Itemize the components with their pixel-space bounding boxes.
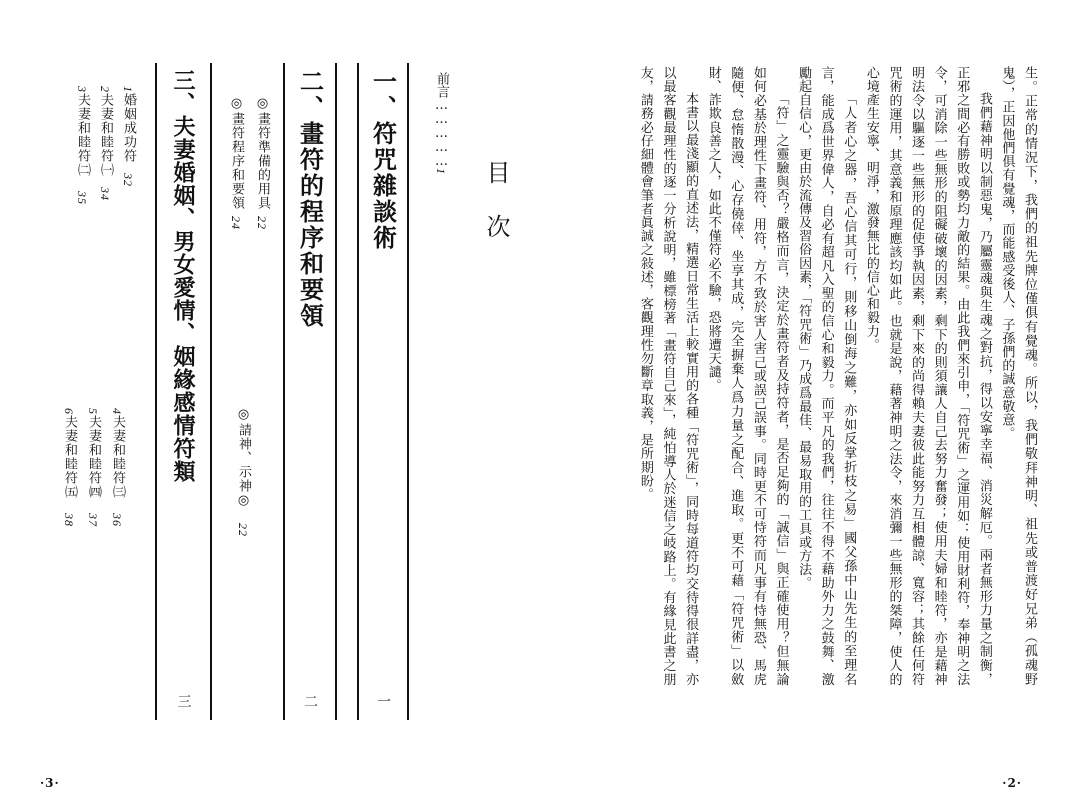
toc-chapter-1[interactable] [357,63,409,720]
section-label: 畫符程序和要領 [229,112,244,210]
chapter-page-number: 二 [302,694,318,708]
section-label: 夫妻和睦符㈣ [86,415,101,499]
toc-preface-entry[interactable] [432,72,451,174]
section-label: 夫妻和睦符㈤ [62,415,77,499]
chapter-title: 一、符咒雜談術 [368,69,398,251]
toc-section-1[interactable] [119,86,138,187]
section-label: 夫妻和睦符㈠ [98,93,113,177]
chapter-title: 二、畫符的程序和要領 [295,69,325,329]
chapter-title: 三、夫妻婚姻、男女愛情、姻緣感情符類 [170,69,196,483]
section-page-number: 35 [75,191,89,205]
toc-section-5[interactable] [84,408,103,527]
section-page-number: 22 [236,523,250,537]
toc-title: 目次 [482,160,510,268]
section-label: 請神、示神 [236,423,251,493]
section-label: 夫妻和睦符㈡ [75,93,90,177]
toc-chapter-3[interactable] [155,63,212,720]
preface-label: 前言 [434,72,449,98]
section-label: 婚姻成功符 [121,93,136,163]
bullet-icon: ◎ [229,96,244,112]
section-page-number: 36 [110,513,124,527]
toc-section-2[interactable] [96,86,115,201]
bullet-icon: ◎ [236,407,251,423]
chapter-page-number: 一 [375,694,391,708]
toc-section-procedure[interactable] [227,96,246,230]
preface-body [560,66,1040,686]
toc-section-invoke-deity[interactable] [234,407,253,537]
toc-section-tools[interactable] [253,96,272,230]
leader-dots: …………… [434,98,449,168]
section-page-number: 22 [255,216,269,230]
bullet-icon: ◎ [236,493,251,509]
bullet-icon: ◎ [255,96,270,112]
paragraph: 「人者心之器，吾心信其可行，則移山倒海之難，亦如反掌折枝之易」國父孫中山先生的至理名言，能成爲世界偉人，自必有超凡入聖的信心和毅力。而平凡的我們，往往不得不藉助外力之鼓舞、激勵起自信心，更由於流傳及習俗因素，「符咒術」乃成爲最佳、最易取用的工具或方法。 [796,66,857,686]
section-page-number: 38 [62,513,76,527]
section-number: 5 [86,408,100,415]
preface-page-number: 1 [434,168,448,174]
paragraph: 本書以最淺顯的直述法，精選日常生活上較實用的各種「符咒術」，同時每道符均交待得很詳盡，亦以最客觀最理性的逐一分析說明，雖標榜著「畫符自己來」，純怕導人於迷信之岐路上。有緣見此書之朋友，請務必仔細體會筆者眞誠之敍述，客觀理性勿斷章取義，是所期盼。 [637,66,699,686]
section-number: 3 [75,86,89,93]
section-number: 6 [62,408,76,415]
paragraph: 我們藉神明以制惡鬼，乃屬靈魂與生魂之對抗，得以安寧幸福、消災解厄。兩者無形力量之制衡，正邪之間必有勝敗或勢均力敵的結果。由此我們來引申，「符咒術」之運用如：使用財利符，奉神明之法令，可消除一些無形的阻礙破壞的因素，剩下的則須讓人自己去努力奮發；使用夫婦和睦符，亦是藉神明法令以驅逐一些無形的促使爭執因素，剩下來的尚得賴夫妻彼此能努力互相體諒、寬容；其餘任何符咒術的運用，其意義和原理應該均如此。也就是說，藉著神明之法令，來消彌一些無形的桀障，使人的心境產生安寧、明淨，激發無比的信心和毅力。 [863,66,992,686]
section-page-number: 24 [229,216,243,230]
toc-chapter-2[interactable] [283,63,337,720]
section-label: 畫符準備的用具 [255,112,270,210]
section-label: 夫妻和睦符㈢ [110,415,125,499]
section-page-number: 37 [86,513,100,527]
section-page-number: 34 [98,187,112,201]
right-page [545,0,1092,810]
section-number: 4 [110,408,124,415]
paragraph: 「符」之靈驗與否？嚴格而言，決定於畫符者及持符者，是否足夠的「誠信」與正確使用？但無論如何必基於理性下畫符、用符，方不致於害人害己或誤己誤事。同時更不可恃符而凡事有恃無恐、馬虎隨便、怠惰散漫、心存僥倖、坐享其成，完全摒棄人爲力量之配合、進取。更不可藉「符咒術」以斂財、詐欺良善之人，如此不僅符必不驗，恐將遭天譴。 [705,66,789,686]
left-page [0,0,540,810]
page-number: ·2· [1002,776,1022,790]
section-number: 1 [121,86,135,93]
chapter-page-number: 三 [175,694,192,708]
section-number: 2 [98,86,112,93]
toc-section-6[interactable] [60,408,79,527]
toc-section-4[interactable] [108,408,127,527]
toc-section-3[interactable] [73,86,92,205]
page-number: ·3· [40,776,60,790]
paragraph: 生。正常的情況下，我們的祖先牌位僅俱有覺魂。所以，我們敬拜神明、祖先或普渡好兄弟（孤魂野鬼），正因他們俱有覺魂，而能感受後人、子孫們的誠意敬意。 [999,66,1037,686]
section-page-number: 32 [121,173,135,187]
